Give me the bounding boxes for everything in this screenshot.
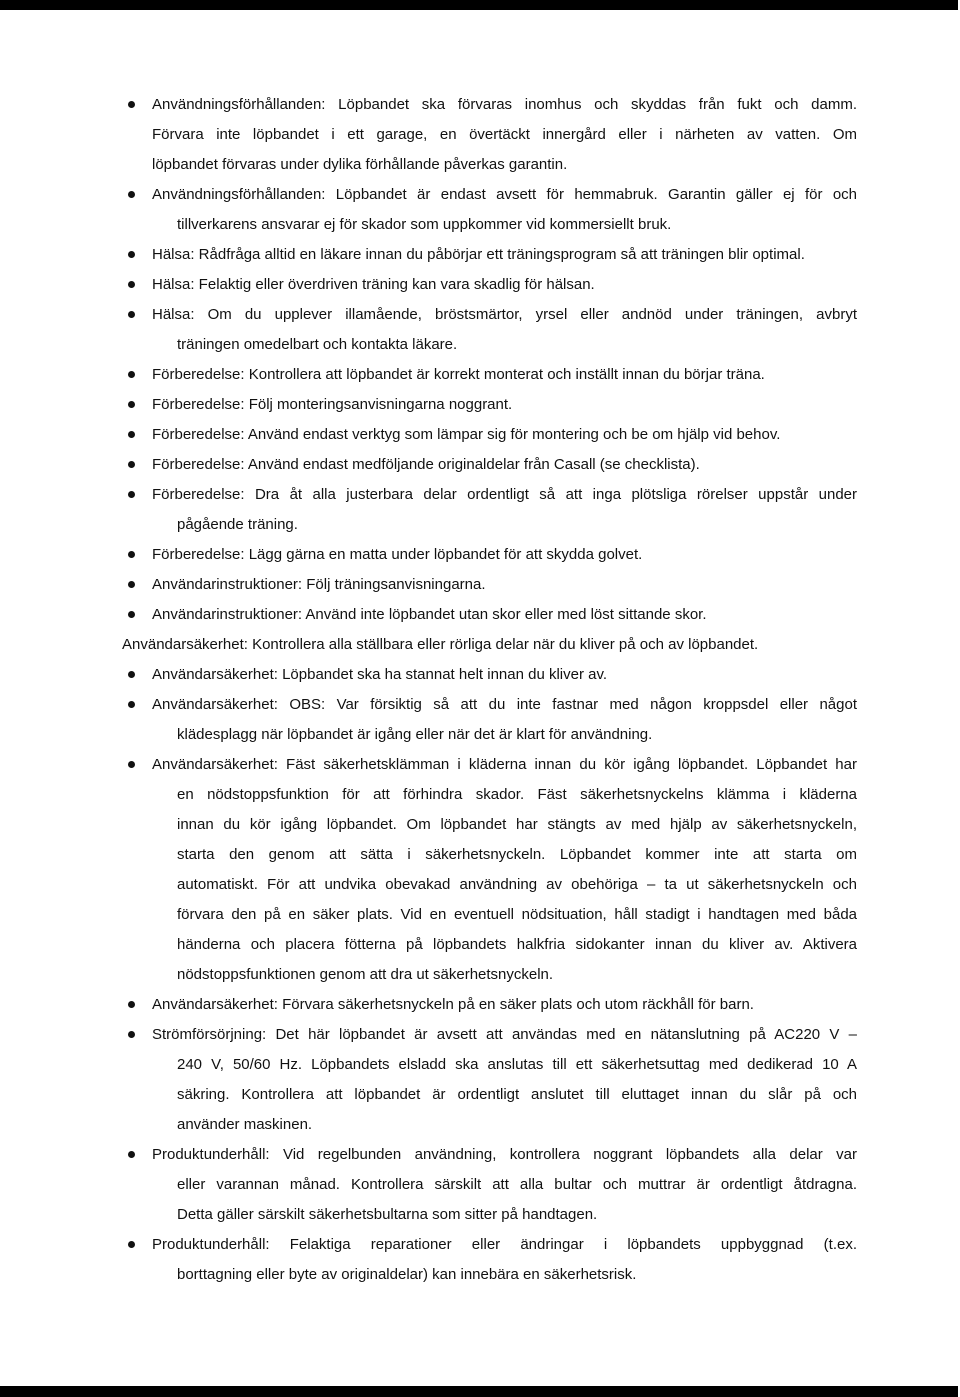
bullet-dot-icon xyxy=(128,1151,135,1158)
text-line: använder maskinen. xyxy=(177,1116,313,1133)
text-line: eller varannan månad. Kontrollera särskilt att alla bultar och muttrar är ordentligt åtdragna. xyxy=(177,1176,857,1193)
bullet-dot-icon xyxy=(128,431,135,438)
bullet-item xyxy=(0,540,960,570)
text-line: pågående träning. xyxy=(177,516,298,533)
bullet-dot-icon xyxy=(128,311,135,318)
text-line: Hälsa: Rådfråga alltid en läkare innan du påbörjar ett träningsprogram så att träningen blir optimal. xyxy=(152,246,805,263)
bullet-item xyxy=(0,600,960,630)
bullet-dot-icon xyxy=(128,1001,135,1008)
text-line: Förberedelse: Lägg gärna en matta under löpbandet för att skydda golvet. xyxy=(152,546,643,563)
text-line: Användarinstruktioner: Följ träningsanvisningarna. xyxy=(152,576,486,593)
text-line: Användarsäkerhet: Löpbandet ska ha stannat helt innan du kliver av. xyxy=(152,666,608,683)
text-line: Förberedelse: Följ monteringsanvisningarna noggrant. xyxy=(152,396,513,413)
text-line: Förberedelse: Dra åt alla justerbara delar ordentligt så att inga plötsliga rörelser uppstår under xyxy=(152,486,857,503)
bullet-item xyxy=(0,240,960,270)
bullet-dot-icon xyxy=(128,581,135,588)
bullet-dot-icon xyxy=(128,671,135,678)
text-line: 240 V, 50/60 Hz. Löpbandets elsladd ska anslutas till ett säkerhetsuttag med dedikerad 10 A xyxy=(177,1056,857,1073)
text-line: träningen omedelbart och kontakta läkare. xyxy=(177,336,458,353)
bullet-dot-icon xyxy=(128,1241,135,1248)
bullet-dot-icon xyxy=(128,281,135,288)
bullet-item xyxy=(0,660,960,690)
bullet-item xyxy=(0,1020,960,1140)
bullet-item xyxy=(0,300,960,360)
text-line: automatiskt. För att undvika obevakad användning av obehöriga – ta ut säkerhetsnyckeln och xyxy=(177,876,857,893)
text-line: starta den genom att sätta i säkerhetsnyckeln. Löpbandet kommer inte att starta om xyxy=(177,846,857,863)
document-body xyxy=(0,90,960,1290)
bullet-item xyxy=(0,480,960,540)
text-line: förvara den på en säker plats. Vid en eventuell nödsituation, håll stadigt i handtagen med båda xyxy=(177,906,857,923)
text-line: Produktunderhåll: Vid regelbunden användning, kontrollera noggrant löpbandets alla delar var xyxy=(152,1146,857,1163)
text-line: Hälsa: Om du upplever illamående, bröstsmärtor, yrsel eller andnöd under träningen, avbryt xyxy=(152,306,857,323)
bullet-dot-icon xyxy=(128,551,135,558)
bullet-item xyxy=(0,990,960,1020)
text-line: borttagning eller byte av originaldelar) kan innebära en säkerhetsrisk. xyxy=(177,1266,637,1283)
bullet-item xyxy=(0,420,960,450)
bullet-dot-icon xyxy=(128,1031,135,1038)
text-line: klädesplagg när löpbandet är igång eller när det är klart för användning. xyxy=(177,726,653,743)
text-line: Hälsa: Felaktig eller överdriven träning kan vara skadlig för hälsan. xyxy=(152,276,595,293)
text-line: löpbandet förvaras under dylika förhållande påverkas garantin. xyxy=(152,156,568,173)
bullet-item xyxy=(0,1140,960,1230)
text-line: tillverkarens ansvarar ej för skador som uppkommer vid kommersiellt bruk. xyxy=(177,216,672,233)
bullet-dot-icon xyxy=(128,191,135,198)
bullet-item xyxy=(0,360,960,390)
bullet-item xyxy=(0,270,960,300)
text-line: Användarsäkerhet: Fäst säkerhetsklämman i kläderna innan du kör igång löpbandet. Löpbandet har xyxy=(152,756,857,773)
text-line: Användningsförhållanden: Löpbandet ska förvaras inomhus och skyddas från fukt och damm. xyxy=(152,96,857,113)
text-line: Användarsäkerhet: Förvara säkerhetsnyckeln på en säker plats och utom räckhåll för barn. xyxy=(152,996,754,1013)
bullet-item xyxy=(0,690,960,750)
text-line: Användarsäkerhet: Kontrollera alla ställbara eller rörliga delar när du kliver på och av löpbandet. xyxy=(122,636,759,653)
text-line: händerna och placera fötterna på löpbandets halkfria sidokanter innan du kliver av. Aktivera xyxy=(177,936,857,953)
bullet-item xyxy=(0,570,960,600)
text-line: en nödstoppsfunktion för att förhindra skador. Fäst säkerhetsnyckelns klämma i kläderna xyxy=(177,786,857,803)
bullet-item xyxy=(0,1230,960,1290)
text-line: Produktunderhåll: Felaktiga reparationer eller ändringar i löpbandets uppbyggnad (t.ex. xyxy=(152,1236,857,1253)
bullet-dot-icon xyxy=(128,761,135,768)
bullet-dot-icon xyxy=(128,101,135,108)
text-line: säkring. Kontrollera att löpbandet är ordentligt anslutet till eluttaget innan du slår på och xyxy=(177,1086,857,1103)
bullet-dot-icon xyxy=(128,371,135,378)
bullet-dot-icon xyxy=(128,491,135,498)
bullet-item xyxy=(0,390,960,420)
bullet-dot-icon xyxy=(128,401,135,408)
text-line: Användningsförhållanden: Löpbandet är endast avsett för hemmabruk. Garantin gäller ej för och xyxy=(152,186,857,203)
top-border-rule xyxy=(0,0,958,10)
text-line: Förberedelse: Använd endast verktyg som lämpar sig för montering och be om hjälp vid behov. xyxy=(152,426,781,443)
bullet-item xyxy=(0,180,960,240)
bottom-border-rule xyxy=(0,1386,958,1397)
bullet-item xyxy=(0,750,960,990)
bullet-item xyxy=(0,450,960,480)
text-line: innan du kör igång löpbandet. Om löpbandet har stängts av med hjälp av säkerhetsnyckeln, xyxy=(177,816,857,833)
text-line: Detta gäller särskilt säkerhetsbultarna som sitter på handtagen. xyxy=(177,1206,598,1223)
text-line: Förberedelse: Använd endast medföljande originaldelar från Casall (se checklista). xyxy=(152,456,700,473)
text-line: Förberedelse: Kontrollera att löpbandet är korrekt monterat och inställt innan du börjar träna. xyxy=(152,366,765,383)
text-line: Förvara inte löpbandet i ett garage, en övertäckt innergård eller i närheten av vatten. Om xyxy=(152,126,857,143)
bullet-dot-icon xyxy=(128,461,135,468)
text-line: Strömförsörjning: Det här löpbandet är avsett att användas med en nätanslutning på AC220 V – xyxy=(152,1026,857,1043)
bullet-item xyxy=(0,90,960,180)
bullet-dot-icon xyxy=(128,251,135,258)
text-line: Användarsäkerhet: OBS: Var försiktig så att du inte fastnar med någon kroppsdel eller något xyxy=(152,696,857,713)
bullet-dot-icon xyxy=(128,701,135,708)
plain-paragraph xyxy=(0,630,960,660)
text-line: nödstoppsfunktionen genom att dra ut säkerhetsnyckeln. xyxy=(177,966,554,983)
bullet-dot-icon xyxy=(128,611,135,618)
text-line: Användarinstruktioner: Använd inte löpbandet utan skor eller med löst sittande skor. xyxy=(152,606,707,623)
